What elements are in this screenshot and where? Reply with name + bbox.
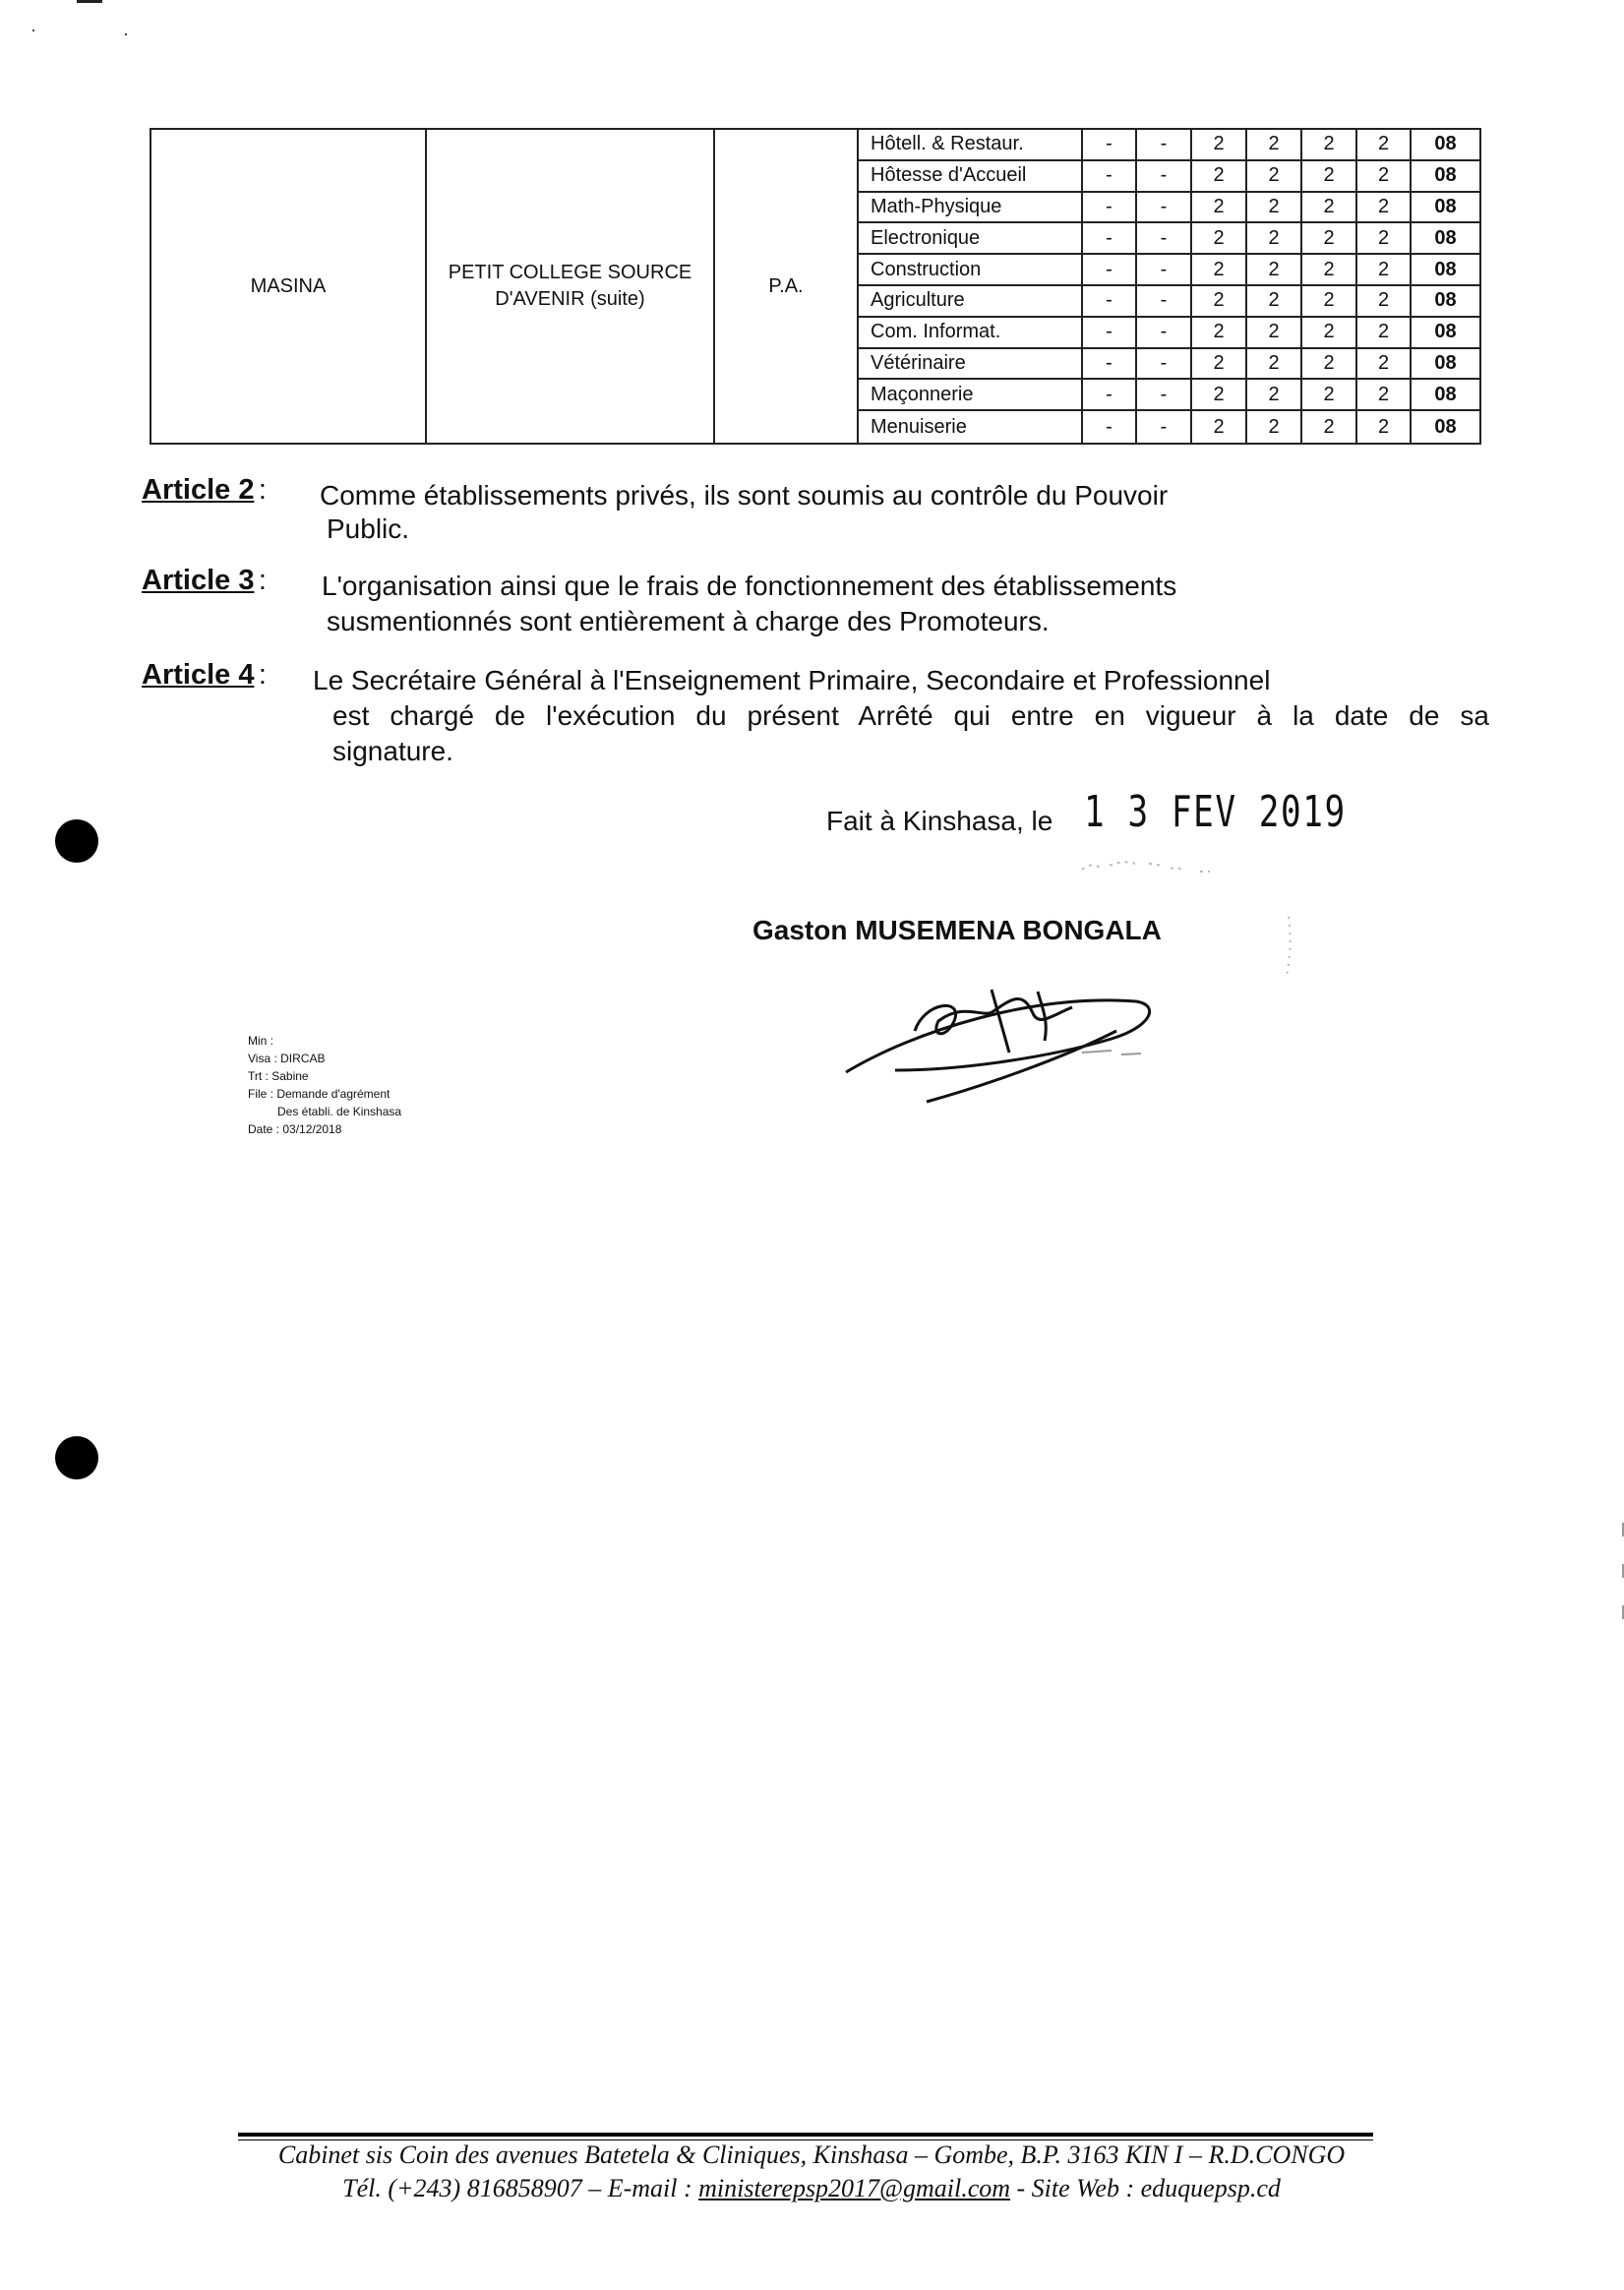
scan-speck xyxy=(32,30,34,31)
meta-line: Date : 03/12/2018 xyxy=(248,1122,342,1136)
count-cell: 2 xyxy=(1302,349,1357,381)
count-cell: - xyxy=(1083,193,1137,224)
article-3-heading xyxy=(142,565,267,597)
article-4-line: signature. xyxy=(332,736,453,766)
meta-line: Visa : DIRCAB xyxy=(248,1052,326,1065)
count-cell: 2 xyxy=(1247,193,1302,224)
count-cell: 2 xyxy=(1357,411,1412,443)
option-name-cell: Math-Physique xyxy=(859,193,1083,224)
count-cell: - xyxy=(1083,255,1137,286)
count-cell: 2 xyxy=(1302,380,1357,411)
count-cell: 2 xyxy=(1247,255,1302,286)
total-cell: 08 xyxy=(1412,349,1479,381)
school-name-line: PETIT COLLEGE SOURCE xyxy=(448,262,692,283)
count-cell: 2 xyxy=(1192,380,1247,411)
count-cell: - xyxy=(1083,380,1137,411)
count-cell: 2 xyxy=(1357,130,1412,161)
total-cell: 08 xyxy=(1412,161,1479,193)
count-cell: 2 xyxy=(1192,255,1247,286)
count-cell: 2 xyxy=(1302,193,1357,224)
count-cell: 2 xyxy=(1192,318,1247,349)
count-cell: 2 xyxy=(1247,286,1302,318)
count-cell: 2 xyxy=(1247,349,1302,381)
option-name-cell: Maçonnerie xyxy=(859,380,1083,411)
count-cell: - xyxy=(1083,349,1137,381)
article-3-line: L'organisation ainsi que le frais de fonctionnement des établissements xyxy=(322,571,1177,601)
article-colon: : xyxy=(258,474,267,506)
count-cell: 2 xyxy=(1192,349,1247,381)
count-cell: 2 xyxy=(1192,130,1247,161)
option-name-cell: Hôtesse d'Accueil xyxy=(859,161,1083,193)
option-name-cell: Menuiserie xyxy=(859,411,1083,443)
footer-rule-thick xyxy=(238,2133,1373,2137)
count-cell: - xyxy=(1137,349,1192,381)
count-cell: 2 xyxy=(1302,223,1357,255)
article-label: Article 4 xyxy=(142,659,255,691)
count-cell: - xyxy=(1137,161,1192,193)
count-cell: - xyxy=(1137,380,1192,411)
total-cell: 08 xyxy=(1412,286,1479,318)
count-cell: 2 xyxy=(1247,130,1302,161)
scan-speck xyxy=(125,33,127,35)
article-3-line: susmentionnés sont entièrement à charge des Promoteurs. xyxy=(327,606,1050,636)
count-cell: - xyxy=(1137,286,1192,318)
option-name-cell: Agriculture xyxy=(859,286,1083,318)
count-cell: - xyxy=(1083,161,1137,193)
total-cell: 08 xyxy=(1412,318,1479,349)
article-2-line: Public. xyxy=(327,513,410,544)
footer-contact xyxy=(172,2174,1451,2203)
option-name-cell: Construction xyxy=(859,255,1083,286)
options-grid xyxy=(859,130,1479,443)
count-cell: 2 xyxy=(1357,223,1412,255)
count-cell: - xyxy=(1137,193,1192,224)
count-cell: - xyxy=(1083,286,1137,318)
total-cell: 08 xyxy=(1412,193,1479,224)
district-name: MASINA xyxy=(250,274,327,297)
article-4-line: Le Secrétaire Général à l'Enseignement Primaire, Secondaire et Professionnel xyxy=(313,665,1271,695)
article-4-line: est chargé de l'exécution du présent Arrêté qui entre en vigueur à la date de sa xyxy=(332,700,1489,731)
total-cell: 08 xyxy=(1412,223,1479,255)
count-cell: 2 xyxy=(1247,411,1302,443)
total-cell: 08 xyxy=(1412,130,1479,161)
scan-corner-mark xyxy=(77,0,102,3)
signer-name: Gaston MUSEMENA BONGALA xyxy=(752,915,1162,945)
reference-meta xyxy=(248,1032,401,1138)
count-cell: 2 xyxy=(1302,255,1357,286)
count-cell: - xyxy=(1083,223,1137,255)
total-cell: 08 xyxy=(1412,255,1479,286)
school-name-line: D'AVENIR (suite) xyxy=(495,288,645,310)
meta-line: File : Demande d'agrément xyxy=(248,1087,391,1101)
count-cell: 2 xyxy=(1192,411,1247,443)
article-label: Article 3 xyxy=(142,565,255,596)
article-4-heading xyxy=(142,659,267,692)
punch-hole xyxy=(55,1436,98,1479)
option-name-cell: Com. Informat. xyxy=(859,318,1083,349)
count-cell: 2 xyxy=(1357,349,1412,381)
count-cell: 2 xyxy=(1192,161,1247,193)
count-cell: 2 xyxy=(1302,286,1357,318)
count-cell: - xyxy=(1083,318,1137,349)
place-and-date-label: Fait à Kinshasa, le xyxy=(826,806,1053,836)
article-colon: : xyxy=(258,659,267,691)
count-cell: 2 xyxy=(1247,161,1302,193)
district-cell xyxy=(151,130,427,443)
count-cell: 2 xyxy=(1247,318,1302,349)
count-cell: 2 xyxy=(1357,193,1412,224)
count-cell: 2 xyxy=(1357,286,1412,318)
level-cell xyxy=(715,130,859,443)
count-cell: - xyxy=(1137,318,1192,349)
option-name-cell: Electronique xyxy=(859,223,1083,255)
count-cell: - xyxy=(1137,130,1192,161)
count-cell: 2 xyxy=(1357,318,1412,349)
count-cell: 2 xyxy=(1192,286,1247,318)
article-colon: : xyxy=(258,565,267,596)
count-cell: 2 xyxy=(1247,223,1302,255)
count-cell: - xyxy=(1137,411,1192,443)
date-stamp: 1 3 FEV 2019 xyxy=(1084,787,1347,837)
count-cell: 2 xyxy=(1357,255,1412,286)
article-label: Article 2 xyxy=(142,474,255,506)
count-cell: 2 xyxy=(1357,161,1412,193)
footer-email-link[interactable]: ministerepsp2017@gmail.com xyxy=(698,2174,1011,2202)
article-2-line: Comme établissements privés, ils sont soumis au contrôle du Pouvoir xyxy=(320,480,1169,511)
meta-line: Min : xyxy=(248,1034,274,1048)
count-cell: 2 xyxy=(1247,380,1302,411)
count-cell: 2 xyxy=(1192,223,1247,255)
schools-table xyxy=(150,128,1481,445)
school-cell xyxy=(427,130,715,443)
count-cell: - xyxy=(1083,130,1137,161)
count-cell: - xyxy=(1137,255,1192,286)
count-cell: - xyxy=(1137,223,1192,255)
punch-hole xyxy=(55,819,98,863)
footer-phone: Tél. (+243) 816858907 – E-mail : xyxy=(342,2174,699,2202)
total-cell: 08 xyxy=(1412,380,1479,411)
meta-line: Trt : Sabine xyxy=(248,1069,309,1083)
count-cell: - xyxy=(1083,411,1137,443)
level-value: P.A. xyxy=(768,274,804,297)
count-cell: 2 xyxy=(1357,380,1412,411)
count-cell: 2 xyxy=(1302,161,1357,193)
count-cell: 2 xyxy=(1302,318,1357,349)
total-cell: 08 xyxy=(1434,415,1457,438)
option-name-cell: Hôtell. & Restaur. xyxy=(859,130,1083,161)
meta-line: Des établi. de Kinshasa xyxy=(277,1105,402,1118)
count-cell: 2 xyxy=(1192,193,1247,224)
signature xyxy=(836,962,1190,1119)
footer-address: Cabinet sis Coin des avenues Batetela & Cliniques, Kinshasa – Gombe, B.P. 3163 KIN I – R.D.CONGO xyxy=(277,2140,1346,2169)
footer-website: - Site Web : eduquepsp.cd xyxy=(1010,2174,1281,2202)
article-2-heading xyxy=(142,474,267,507)
count-cell: 2 xyxy=(1302,130,1357,161)
option-name-cell: Vétérinaire xyxy=(859,349,1083,381)
count-cell: 2 xyxy=(1302,411,1357,443)
